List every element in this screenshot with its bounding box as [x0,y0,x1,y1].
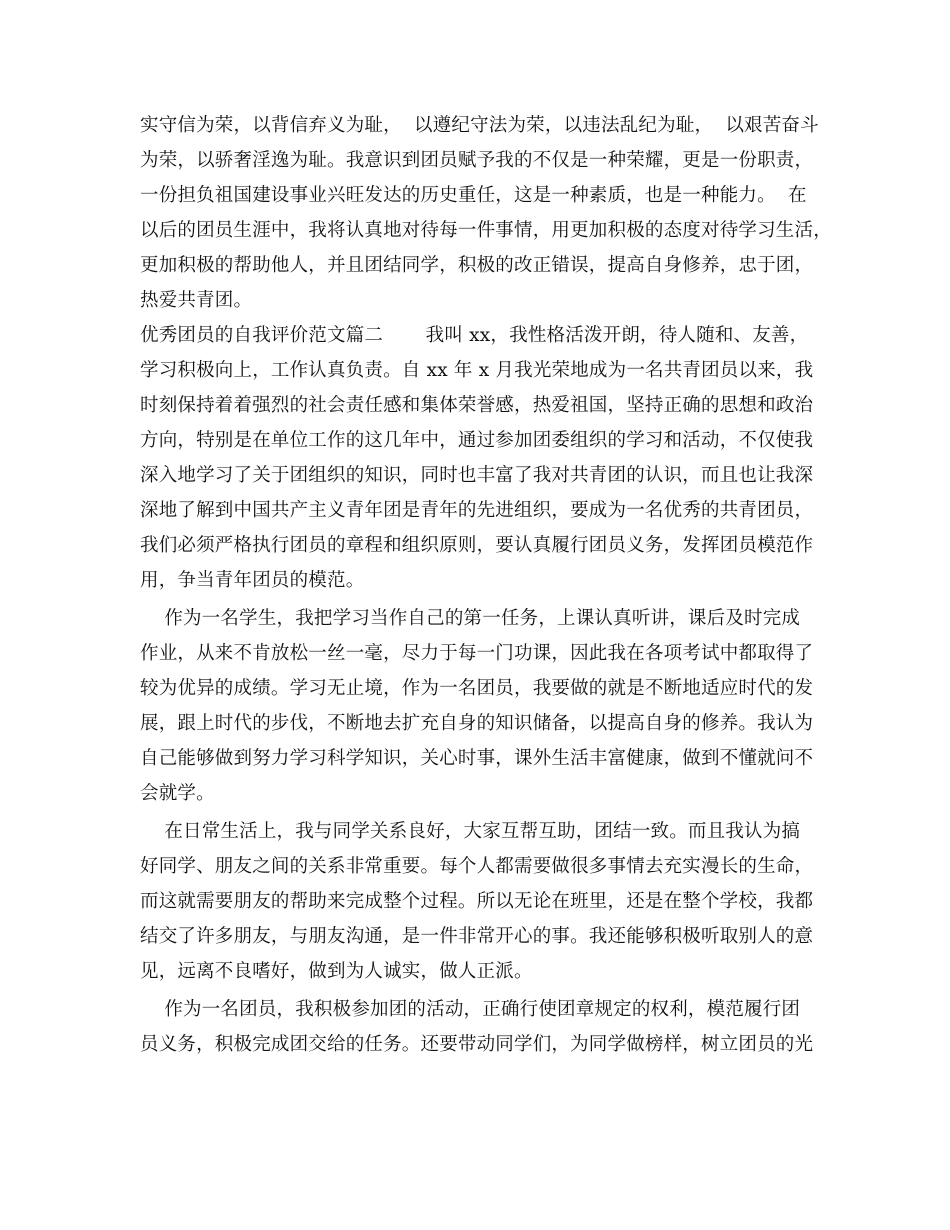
text-line: 作为一名团员，我积极参加团的活动，正确行使团章规定的权利，模范履行团 [140,999,801,1020]
text-line: 自己能够做到努力学习科学知识，关心时事，课外生活丰富健康，做到不懂就问不 [140,748,814,769]
text-line: 而这就需要朋友的帮助来完成整个过程。所以无论在班里，还是在整个学校，我都 [140,891,814,912]
text-line: 学习积极向上，工作认真负责。自 xx 年 x 月我光荣地成为一名共青团员以来，我 [140,360,814,381]
text-line: 深地了解到中国共产主义青年团是青年的先进组织，要成为一名优秀的共青团员， [140,500,814,521]
text-line: 以后的团员生涯中，我将认真地对待每一件事情，用更加积极的态度对待学习生活， [140,220,832,241]
text-line: 为荣，以骄奢淫逸为耻。我意识到团员赋予我的不仅是一种荣耀，更是一份职责， [140,150,814,171]
text-line: 员义务，积极完成团交给的任务。还要带动同学们，为同学做榜样，树立团员的光 [140,1034,814,1055]
text-line: 用，争当青年团员的模范。 [140,570,365,591]
text-line: 实守信为荣，以背信弃义为耻， 以遵纪守法为荣，以违法乱纪为耻， 以艰苦奋斗 [140,115,819,136]
text-line: 方向，特别是在单位工作的这几年中，通过参加团委组织的学习和活动，不仅使我 [140,430,814,451]
text-line: 结交了许多朋友，与朋友沟通，是一件非常开心的事。我还能够积极听取别人的意 [140,926,814,947]
text-line: 在日常生活上，我与同学关系良好，大家互帮互助，团结一致。而且我认为搞 [140,821,801,842]
text-line: 见，远离不良嗜好，做到为人诚实，做人正派。 [140,961,533,982]
text-line: 一份担负祖国建设事业兴旺发达的历史重任，这是一种素质，也是一种能力。 在 [140,185,807,206]
text-line: 更加积极的帮助他人，并且团结同学，积极的改正错误，提高自身修养，忠于团， [140,255,814,276]
text-line: 会就学。 [140,783,215,804]
section-heading-line: 优秀团员的自我评价范文篇二 我叫 xx，我性格活泼开朗，待人随和、友善， [140,325,809,346]
text-line: 热爱共青团。 [140,290,253,311]
text-line: 时刻保持着着强烈的社会责任感和集体荣誉感，热爱祖国，坚持正确的思想和政治 [140,395,814,416]
text-line: 作业，从来不肯放松一丝一毫，尽力于每一门功课，因此我在各项考试中都取得了 [140,643,814,664]
text-line: 好同学、朋友之间的关系非常重要。每个人都需要做很多事情去充实漫长的生命， [140,856,814,877]
text-line: 展，跟上时代的步伐，不断地去扩充自身的知识储备，以提高自身的修养。我认为 [140,713,814,734]
text-line: 较为优异的成绩。学习无止境，作为一名团员，我要做的就是不断地适应时代的发 [140,678,814,699]
text-line: 深入地学习了关于团组织的知识，同时也丰富了我对共青团的认识，而且也让我深 [140,465,814,486]
text-line: 我们必须严格执行团员的章程和组织原则，要认真履行团员义务，发挥团员模范作 [140,535,814,556]
text-line: 作为一名学生，我把学习当作自己的第一任务，上课认真听讲，课后及时完成 [140,608,801,629]
